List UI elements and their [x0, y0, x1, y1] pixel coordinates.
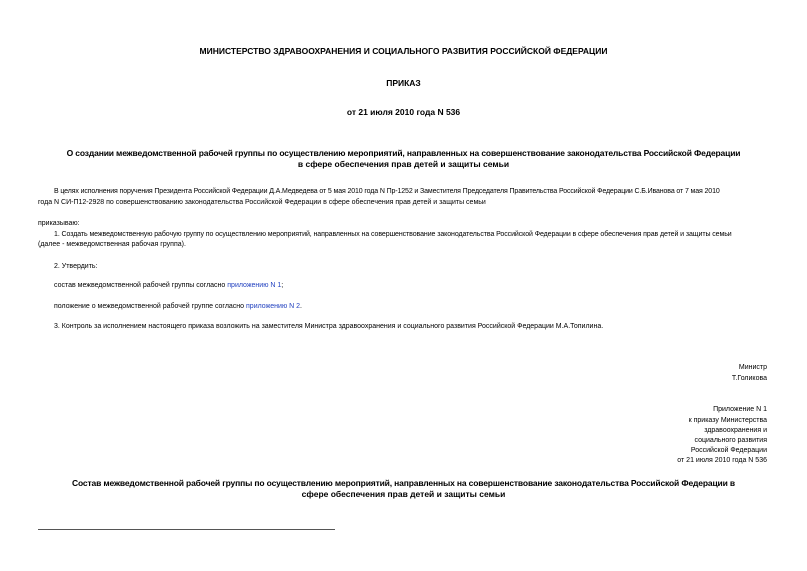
- appendix-1-link[interactable]: приложению N 1: [227, 282, 282, 289]
- appendix-ref-line4: социального развития: [694, 437, 767, 444]
- signature-name: Т.Голикова: [731, 375, 767, 382]
- appendix-ref-line2: к приказу Министерства: [688, 417, 767, 424]
- footnote-divider: [38, 529, 335, 530]
- item-2b: [54, 303, 302, 310]
- doc-date-number: от 21 июля 2010 года N 536: [346, 107, 461, 117]
- item-1-line2: (далее - межведомственная рабочая группа).: [38, 241, 186, 248]
- ministry-heading: МИНИСТЕРСТВО ЗДРАВООХРАНЕНИЯ И СОЦИАЛЬНОГО РАЗВИТИЯ РОССИЙСКОЙ ФЕДЕРАЦИИ: [199, 46, 608, 56]
- order-title-line1: О создании межведомственной рабочей группы по осуществлению мероприятий, направленных на совершенствование законодательства Российской Федерации: [66, 148, 741, 158]
- appendix-ref-line5: Российской Федерации: [690, 447, 767, 454]
- item-2a: [54, 282, 283, 289]
- item-1-line1: 1. Создать межведомственную рабочую группу по осуществлению мероприятий, направленных на совершенствование законодательства Российской Федерации в сфере обеспечения прав детей и защиты семьи: [54, 231, 732, 238]
- item-2: 2. Утвердить:: [54, 263, 98, 270]
- appendix-ref-line1: Приложение N 1: [713, 406, 767, 413]
- appendix-ref-line3: здравоохранения и: [704, 427, 767, 434]
- doc-type-heading: ПРИКАЗ: [386, 78, 421, 88]
- item-2a-tail: ;: [281, 282, 284, 289]
- preamble-line2: года N СИ-П12-2928 по совершенствованию законодательства Российской Федерации в сфере обеспечения прав детей и защиты семьи: [38, 199, 486, 206]
- preamble-line1: В целях исполнения поручения Президента Российской Федерации Д.А.Медведева от 5 мая 2010 года N Пр-1252 и Заместителя Председателя Правительства Российской Федерации С.Б.Иванова от 7 мая 2010: [54, 188, 720, 195]
- item-3: 3. Контроль за исполнением настоящего приказа возложить на заместителя Министра здравоохранения и социального развития Российской Федерации М.А.Топилина.: [54, 323, 604, 330]
- order-title-line2: в сфере обеспечения прав детей и защиты семьи: [297, 159, 510, 169]
- signature-position: Министр: [738, 364, 767, 371]
- item-2b-text: положение о межведомственной рабочей группе согласно: [54, 303, 247, 310]
- appendix-2-link[interactable]: приложению N 2: [246, 303, 301, 310]
- item-2b-tail: .: [300, 303, 302, 310]
- appendix-title-line2: сфере обеспечения прав детей и защиты семьи: [301, 489, 506, 499]
- appendix-ref-line6: от 21 июля 2010 года N 536: [677, 457, 767, 464]
- item-2a-text: состав межведомственной рабочей группы согласно: [54, 282, 228, 289]
- appendix-title-line1: Состав межведомственной рабочей группы по осуществлению мероприятий, направленных на совершенствование законодательства Российской Федерации в: [72, 478, 735, 488]
- order-word: приказываю:: [38, 220, 80, 227]
